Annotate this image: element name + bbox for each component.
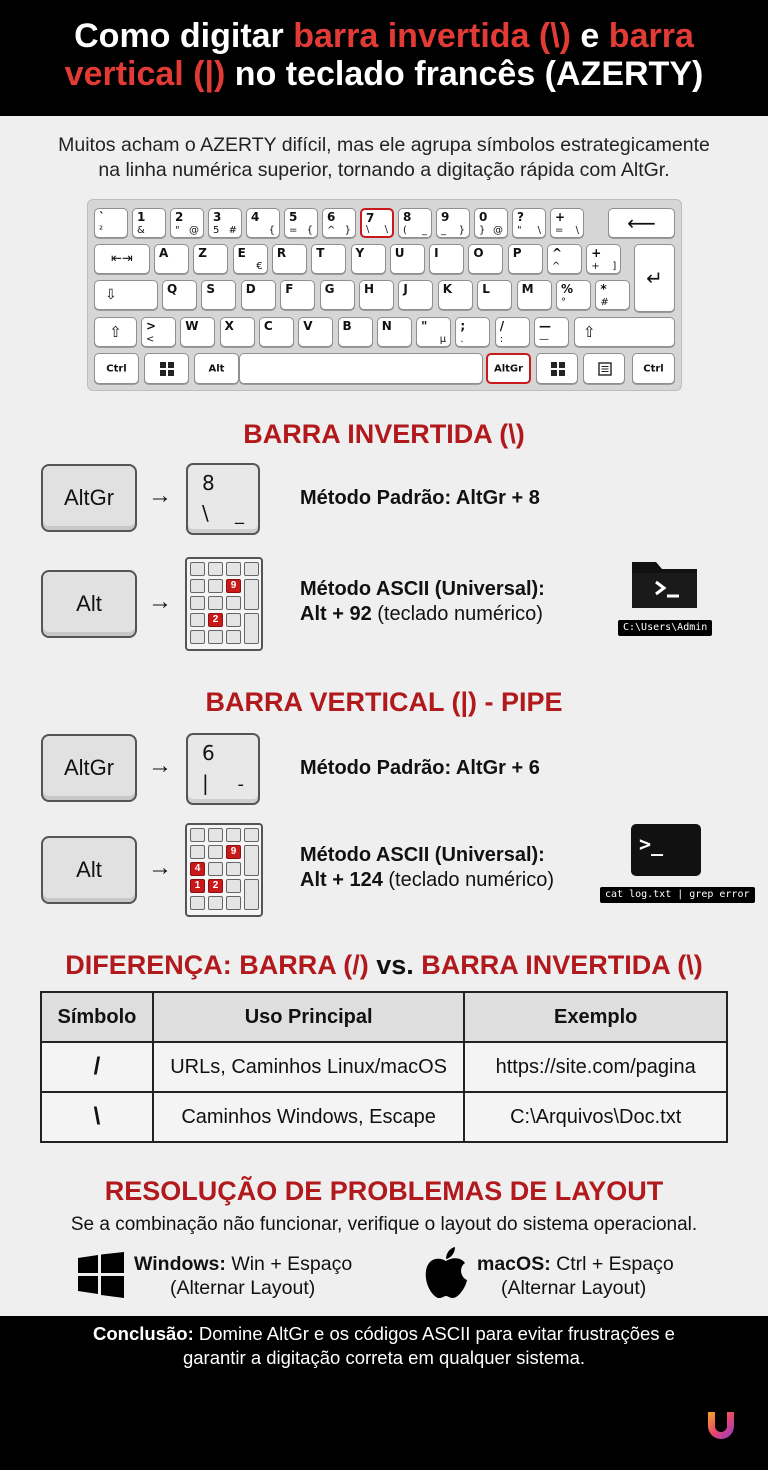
alt-key: Alt	[194, 353, 239, 384]
altgr-key-highlighted: AltGr	[486, 353, 531, 384]
key-legend: <	[146, 334, 155, 345]
key-legend: µ	[439, 334, 447, 345]
numpad-key	[226, 562, 241, 576]
key-legend: \	[384, 224, 388, 235]
keyboard-key	[398, 208, 432, 238]
intro-line-1: Muitos acham o AZERTY difícil, mas ele agrupa símbolos estrategicamente	[58, 134, 710, 156]
keyboard-key	[595, 280, 630, 310]
numpad-key	[244, 845, 259, 876]
comparison-table	[40, 991, 728, 1143]
left-shift-key: ⇧	[94, 317, 137, 347]
key-legend: R	[276, 246, 287, 260]
key-legend: C	[263, 319, 273, 333]
numpad-key	[226, 613, 241, 627]
keyboard-key	[359, 280, 394, 310]
key-legend: G	[324, 282, 335, 296]
numpad-icon	[185, 557, 263, 651]
keyboard-key	[474, 208, 508, 238]
title-text: e	[570, 17, 609, 55]
numpad-key	[190, 896, 205, 910]
keyboard-key	[170, 208, 204, 238]
keyboard-key	[320, 280, 355, 310]
brand-logo-icon	[704, 1408, 738, 1442]
altgr-key-large	[41, 734, 137, 802]
path-caption: C:\Users\Admin	[618, 620, 712, 636]
keyboard-key	[141, 317, 176, 347]
key-shift-char: -	[237, 774, 244, 795]
arrow-icon: →	[148, 482, 172, 509]
numpad-key	[208, 896, 223, 910]
method-ascii-backslash	[300, 577, 545, 627]
keyboard-key	[586, 244, 621, 274]
arrow-icon: →	[148, 752, 172, 779]
key-legend: W	[185, 319, 199, 333]
key-legend: >	[146, 319, 157, 333]
right-shift-key: ⇧	[574, 317, 675, 347]
key-legend: L	[482, 282, 490, 296]
troubleshoot-subtitle: Se a combinação não funcionar, verifique o layout do sistema operacional.	[70, 1214, 698, 1235]
key-legend: \	[366, 224, 370, 235]
key-label: Alt	[76, 591, 102, 616]
title-line-1	[0, 17, 768, 55]
key-6-large	[186, 733, 260, 805]
key-legend: "	[517, 225, 522, 236]
conclusion-label: Conclusão:	[93, 1323, 194, 1344]
key-legend: {	[306, 225, 313, 236]
ctrl-left-key: Ctrl	[94, 353, 139, 384]
conclusion-line-2: garantir a digitação correta em qualquer sistema.	[182, 1347, 586, 1368]
backspace-key: ⟵	[608, 208, 675, 238]
key-legend: 1	[137, 210, 146, 224]
key-legend: J	[403, 282, 408, 296]
keyboard-key	[351, 244, 386, 274]
key-legend: X	[224, 319, 234, 333]
key-legend: ]	[612, 261, 617, 272]
title-line-2	[0, 55, 768, 93]
terminal-icon	[631, 824, 701, 876]
key-legend: 9	[441, 210, 450, 224]
numpad-key	[190, 828, 205, 842]
symbol-cell: \	[41, 1092, 153, 1142]
key-legend: F	[285, 282, 294, 296]
key-top-char: 8	[202, 471, 215, 495]
key-legend: %	[561, 282, 574, 296]
numpad-key	[244, 613, 259, 644]
keyboard-key	[338, 317, 373, 347]
key-legend: .	[460, 334, 464, 345]
windows-key-right	[536, 353, 578, 384]
title-text: no teclado francês (AZERTY)	[225, 55, 704, 93]
keyboard-key	[534, 317, 569, 347]
keyboard-key	[436, 208, 470, 238]
keyboard-key	[455, 317, 490, 347]
keyboard-key	[429, 244, 464, 274]
key-legend: °	[561, 297, 566, 308]
key-legend: \	[537, 225, 541, 236]
key-legend: #	[600, 297, 609, 308]
key-altgr-char: \	[202, 501, 209, 525]
prompt-glyph: >_	[639, 832, 664, 856]
key-legend: 2	[175, 210, 184, 224]
numpad-key	[226, 896, 241, 910]
key-legend: E	[237, 246, 246, 260]
keyboard-key	[556, 280, 591, 310]
usage-cell: URLs, Caminhos Linux/macOS	[153, 1042, 465, 1092]
key-legend: B	[342, 319, 352, 333]
key-legend: 3	[213, 210, 222, 224]
ascii-note: (teclado numérico)	[382, 869, 555, 891]
key-legend: K	[442, 282, 453, 296]
numpad-key	[244, 879, 259, 910]
usage-cell: Caminhos Windows, Escape	[153, 1092, 465, 1142]
key-legend: A	[159, 246, 169, 260]
keyboard-key	[477, 280, 512, 310]
comparison-title-slash: DIFERENÇA: BARRA (/)	[65, 950, 369, 980]
numpad-key	[208, 579, 223, 593]
keyboard-key	[233, 244, 268, 274]
numpad-key	[190, 562, 205, 576]
key-legend: S	[206, 282, 216, 296]
numpad-key	[226, 879, 241, 893]
key-legend: +	[591, 261, 600, 272]
key-legend: T	[316, 246, 325, 260]
windows-label: Windows:	[134, 1253, 226, 1275]
intro-text	[20, 133, 748, 183]
keyboard-key	[94, 208, 128, 238]
key-legend: ;	[460, 319, 466, 333]
symbol-cell: /	[41, 1042, 153, 1092]
azerty-keyboard	[87, 199, 682, 391]
comparison-title-vs: vs.	[368, 950, 422, 980]
key-legend: `	[99, 210, 105, 224]
key-label: AltGr	[63, 485, 115, 510]
ascii-code: Alt + 124	[300, 869, 383, 891]
key-legend: \	[575, 225, 579, 236]
space-key	[239, 353, 483, 384]
key-legend: =	[289, 225, 298, 236]
page-header	[0, 0, 768, 116]
arrow-icon: →	[148, 588, 172, 615]
keyboard-key	[512, 208, 546, 238]
key-legend: +	[591, 246, 602, 260]
key-legend: ?	[517, 210, 524, 224]
key-legend: H	[364, 282, 375, 296]
windows-combo: Win + Espaço	[225, 1253, 353, 1275]
key-top-char: 6	[202, 741, 215, 765]
numpad-key-highlighted: 2	[208, 613, 223, 627]
comparison-title-backslash: BARRA INVERTIDA (\)	[421, 950, 703, 980]
key-legend: }	[344, 225, 351, 236]
command-caption: cat log.txt | grep error	[600, 887, 755, 903]
windows-icon	[160, 362, 174, 376]
method-ascii-label: Método ASCII (Universal):	[300, 578, 545, 600]
keyboard-key	[220, 317, 255, 347]
numpad-key-highlighted: 9	[226, 845, 241, 859]
key-legend: 4	[251, 210, 260, 224]
keyboard-key	[468, 244, 503, 274]
key-legend: Z	[198, 246, 207, 260]
keyboard-key	[495, 317, 530, 347]
key-legend: ^	[552, 261, 561, 272]
windows-shortcut	[134, 1252, 352, 1300]
key-legend: I	[434, 246, 439, 260]
key-legend: Q	[167, 282, 178, 296]
key-legend: N	[381, 319, 392, 333]
backslash-section-title: BARRA INVERTIDA (\)	[243, 419, 525, 449]
keyboard-key	[508, 244, 543, 274]
key-legend: &	[137, 225, 145, 236]
numpad-key	[226, 596, 241, 610]
key-legend: _	[422, 225, 427, 236]
key-legend: —	[539, 319, 551, 333]
key-legend: ^	[552, 246, 563, 260]
key-legend: +	[555, 210, 566, 224]
keyboard-key	[241, 280, 276, 310]
windows-logo-icon	[78, 1252, 124, 1298]
keyboard-key	[377, 317, 412, 347]
numpad-key-highlighted: 1	[190, 879, 205, 893]
key-legend: M	[521, 282, 534, 296]
keyboard-key	[298, 317, 333, 347]
windows-icon	[551, 362, 565, 376]
key-legend: _	[441, 225, 446, 236]
key-legend: V	[303, 319, 313, 333]
column-header-symbol: Símbolo	[41, 992, 153, 1042]
keyboard-key	[416, 317, 451, 347]
key-legend: €	[256, 261, 263, 272]
key-legend: /	[499, 319, 505, 333]
key-legend: :	[499, 334, 504, 345]
keyboard-key	[246, 208, 280, 238]
key-legend: P	[512, 246, 522, 260]
ctrl-right-key: Ctrl	[632, 353, 675, 384]
key-label: AltGr	[63, 755, 115, 780]
method-ascii-pipe	[300, 843, 554, 893]
menu-icon	[598, 362, 612, 376]
keyboard-key	[154, 244, 189, 274]
numpad-key	[190, 845, 205, 859]
key-legend: 5	[213, 225, 220, 236]
column-header-usage: Uso Principal	[153, 992, 465, 1042]
key-legend: =	[555, 225, 564, 236]
alt-key-large	[41, 836, 137, 904]
caps-lock-key: ⇩	[94, 280, 158, 310]
keyboard-key	[162, 280, 197, 310]
column-header-example: Exemplo	[464, 992, 727, 1042]
numpad-key-highlighted: 2	[208, 879, 223, 893]
alt-key-large	[41, 570, 137, 638]
pipe-section-title: BARRA VERTICAL (|) - PIPE	[205, 687, 563, 717]
title-text: Como digitar	[74, 17, 294, 55]
altgr-key-large	[41, 464, 137, 532]
key-legend: ^	[327, 225, 336, 236]
key-label: Alt	[76, 857, 102, 882]
numpad-key	[208, 828, 223, 842]
numpad-icon	[185, 823, 263, 917]
key-shift-char: _	[235, 504, 244, 525]
method-ascii-label: Método ASCII (Universal):	[300, 844, 545, 866]
numpad-key	[244, 562, 259, 576]
key-8-large	[186, 463, 260, 535]
numpad-key	[244, 579, 259, 610]
key-legend: @	[189, 225, 199, 236]
keyboard-key	[193, 244, 228, 274]
example-cell: https://site.com/pagina	[464, 1042, 727, 1092]
tab-key: ⇤⇥	[94, 244, 150, 274]
windows-note: (Alternar Layout)	[170, 1277, 316, 1299]
macos-label: macOS:	[477, 1253, 551, 1275]
key-legend: U	[394, 246, 405, 260]
keyboard-key	[390, 244, 425, 274]
conclusion-line-1: Domine AltGr e os códigos ASCII para evitar frustrações e	[193, 1323, 675, 1344]
keyboard-key	[208, 208, 242, 238]
keyboard-key	[280, 280, 315, 310]
method-standard-backslash: Método Padrão: AltGr + 8	[300, 487, 540, 509]
table-row	[41, 1092, 727, 1142]
table-header-row	[41, 992, 727, 1042]
key-legend: —	[539, 334, 549, 345]
keyboard-key	[180, 317, 215, 347]
title-highlight-barra: barra	[608, 17, 694, 55]
numpad-key	[208, 562, 223, 576]
key-legend: #	[228, 225, 237, 236]
keyboard-key	[259, 317, 294, 347]
key-legend: 0	[479, 210, 488, 224]
ascii-code: Alt + 92	[300, 603, 372, 625]
keyboard-key	[547, 244, 582, 274]
key-legend: @	[493, 225, 503, 236]
keyboard-key	[284, 208, 318, 238]
key-legend: *	[600, 282, 607, 296]
key-legend: }	[458, 225, 465, 236]
ascii-note: (teclado numérico)	[371, 603, 543, 625]
macos-shortcut	[477, 1252, 674, 1300]
key-legend: "	[175, 225, 180, 236]
keyboard-key	[311, 244, 346, 274]
numpad-key	[190, 630, 205, 644]
numpad-key	[226, 630, 241, 644]
method-standard-pipe: Método Padrão: AltGr + 6	[300, 757, 540, 779]
key-legend: O	[473, 246, 484, 260]
numpad-key	[208, 596, 223, 610]
macos-combo: Ctrl + Espaço	[550, 1253, 674, 1275]
key-legend: (	[403, 225, 407, 236]
footer-conclusion	[0, 1316, 768, 1470]
apple-logo-icon	[424, 1247, 468, 1299]
example-cell: C:\Arquivos\Doc.txt	[464, 1092, 727, 1142]
numpad-key	[190, 579, 205, 593]
key-legend: "	[421, 319, 428, 333]
keyboard-key	[322, 208, 356, 238]
numpad-key	[208, 862, 223, 876]
numpad-key	[208, 845, 223, 859]
arrow-icon: →	[148, 854, 172, 881]
comparison-title	[0, 950, 768, 981]
key-legend: Y	[355, 246, 365, 260]
key-7-highlighted	[360, 208, 394, 238]
keyboard-key	[398, 280, 433, 310]
macos-note: (Alternar Layout)	[501, 1277, 647, 1299]
key-altgr-char: |	[202, 771, 209, 795]
title-highlight-backslash: barra invertida (\)	[293, 17, 571, 55]
keyboard-key	[438, 280, 473, 310]
key-legend: }	[479, 225, 486, 236]
menu-key	[583, 353, 625, 384]
key-legend: ²	[99, 225, 104, 236]
keyboard-key	[272, 244, 307, 274]
numpad-key	[190, 613, 205, 627]
windows-key-left	[144, 353, 189, 384]
key-legend: 7	[366, 211, 375, 225]
key-legend: 5	[289, 210, 298, 224]
keyboard-key	[132, 208, 166, 238]
numpad-key	[226, 862, 241, 876]
troubleshoot-title: RESOLUÇÃO DE PROBLEMAS DE LAYOUT	[104, 1176, 664, 1206]
numpad-key	[244, 828, 259, 842]
keyboard-key	[517, 280, 552, 310]
numpad-key-highlighted: 4	[190, 862, 205, 876]
key-legend: {	[268, 225, 275, 236]
numpad-key	[208, 630, 223, 644]
numpad-key	[226, 828, 241, 842]
enter-key: ↵	[634, 244, 675, 312]
table-row	[41, 1042, 727, 1092]
keyboard-key	[550, 208, 584, 238]
keyboard-key	[201, 280, 236, 310]
intro-line-2: na linha numérica superior, tornando a digitação rápida com AltGr.	[98, 159, 670, 181]
numpad-key	[190, 596, 205, 610]
key-legend: D	[245, 282, 256, 296]
numpad-key-highlighted: 9	[226, 579, 241, 593]
folder-terminal-icon	[630, 556, 700, 610]
title-highlight-pipe: vertical (|)	[64, 55, 226, 93]
key-legend: 8	[403, 210, 412, 224]
key-legend: 6	[327, 210, 336, 224]
